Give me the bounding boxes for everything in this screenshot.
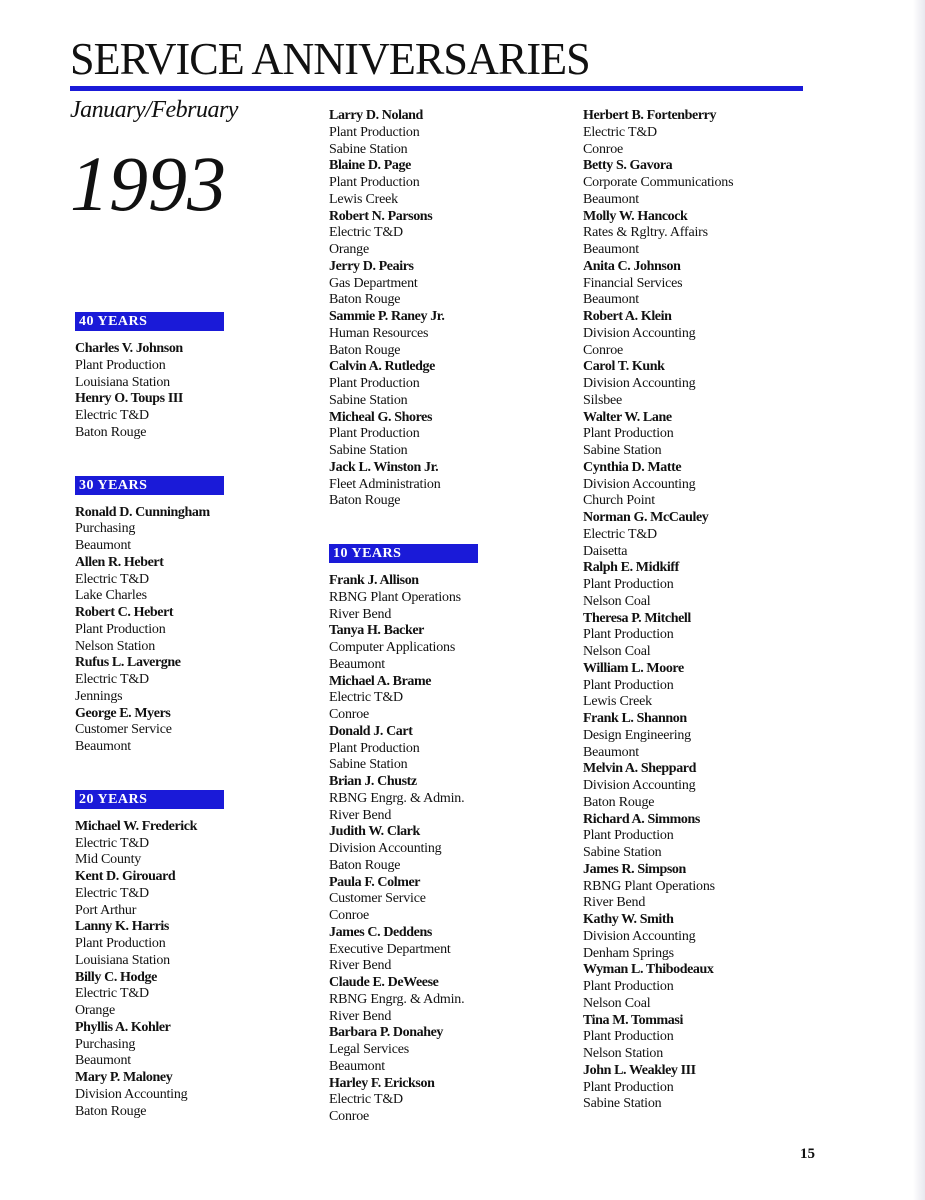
employee-department: Corporate Communications <box>583 175 734 190</box>
employee-location: Sabine Station <box>583 845 662 860</box>
employee-department: Division Accounting <box>583 376 696 391</box>
list-item <box>75 919 295 969</box>
employee-location: Sabine Station <box>583 1096 662 1112</box>
employee-location: Beaumont <box>75 538 131 553</box>
employee-location: Lewis Creek <box>583 694 652 710</box>
employee-department: Plant Production <box>329 175 420 190</box>
employee-location: Conroe <box>329 908 370 923</box>
employee-department: Computer Applications <box>329 640 456 655</box>
list-item <box>329 158 559 208</box>
employee-department: Plant Production <box>583 1079 674 1095</box>
employee-name: Frank J. Allison <box>329 573 419 588</box>
employee-department: Legal Services <box>329 1042 409 1057</box>
employee-department: RBNG Plant Operations <box>329 589 461 605</box>
employee-department: Financial Services <box>583 275 683 291</box>
employee-location: Daisetta <box>583 543 628 559</box>
employee-location: River Bend <box>329 1008 392 1024</box>
list-item <box>329 674 559 724</box>
employee-name: Kent D. Girouard <box>75 869 176 884</box>
employee-location: Lewis Creek <box>329 191 398 207</box>
employee-name: George E. Myers <box>75 705 171 721</box>
employee-department: Electric T&D <box>583 124 657 140</box>
employee-location: Baton Rouge <box>75 1103 147 1119</box>
list-item <box>583 1063 823 1113</box>
employee-name: Judith W. Clark <box>329 824 420 840</box>
employee-department: Electric T&D <box>75 408 149 423</box>
list-item <box>329 108 559 158</box>
list-item <box>329 209 559 259</box>
page-edge <box>913 0 925 1200</box>
employee-name: Ralph E. Midkiff <box>583 560 679 576</box>
employee-location: Beaumont <box>583 242 639 257</box>
list-item <box>583 711 823 761</box>
list-item <box>75 1070 295 1120</box>
employee-name: Rufus L. Lavergne <box>75 655 181 671</box>
list-item <box>329 724 559 774</box>
employee-department: Plant Production <box>75 621 166 637</box>
employee-location: Port Arthur <box>75 902 137 918</box>
column-2 <box>329 108 559 1160</box>
employee-location: Jennings <box>75 688 123 704</box>
employee-name: Tina M. Tommasi <box>583 1012 683 1028</box>
employee-name: James R. Simpson <box>583 861 686 877</box>
employee-name: John L. Weakley III <box>583 1062 696 1078</box>
list-item <box>75 605 295 655</box>
employee-name: Richard A. Simmons <box>583 811 700 827</box>
list-item <box>583 259 823 309</box>
employee-location: Beaumont <box>329 656 385 672</box>
employee-name: Walter W. Lane <box>583 409 672 425</box>
list-item <box>583 862 823 912</box>
employee-name: James C. Deddens <box>329 924 432 940</box>
list-item <box>75 391 295 441</box>
employee-name: Jack L. Winston Jr. <box>329 459 439 475</box>
employee-name: Michael A. Brame <box>329 673 432 689</box>
employee-department: Human Resources <box>329 325 429 341</box>
list-item <box>583 761 823 811</box>
employee-location: Orange <box>329 242 370 257</box>
list-item <box>583 209 823 259</box>
employee-department: Design Engineering <box>583 727 691 743</box>
employee-department: Executive Department <box>329 941 451 957</box>
employee-location: Nelson Coal <box>583 593 651 609</box>
list-item <box>583 460 823 510</box>
list-item <box>75 341 295 391</box>
employee-location: Beaumont <box>75 1053 131 1069</box>
list-item <box>583 309 823 359</box>
employee-name: Melvin A. Sheppard <box>583 761 696 777</box>
employee-name: Blaine D. Page <box>329 158 411 174</box>
year-heading: 1993 <box>70 140 226 227</box>
employee-location: Conroe <box>329 1109 370 1124</box>
employee-location: Baton Rouge <box>583 794 655 810</box>
list-item <box>329 259 559 309</box>
list-item <box>329 1025 559 1075</box>
employee-department: Plant Production <box>329 740 420 756</box>
employee-name: Carol T. Kunk <box>583 359 665 375</box>
employee-location: Beaumont <box>583 292 639 308</box>
list-item <box>75 555 295 605</box>
employee-name: Phyllis A. Kohler <box>75 1019 171 1035</box>
employee-name: Sammie P. Raney Jr. <box>329 309 445 324</box>
title-rule <box>70 86 803 91</box>
employee-location: Lake Charles <box>75 588 147 604</box>
employee-department: Electric T&D <box>75 885 149 901</box>
employee-department: Plant Production <box>75 936 166 951</box>
employee-department: Plant Production <box>583 426 674 442</box>
employee-location: Sabine Station <box>583 443 662 458</box>
anniversary-group <box>75 790 295 1121</box>
years-badge: 10 YEARS <box>329 544 478 563</box>
employee-department: Electric T&D <box>329 1092 403 1108</box>
employee-name: Frank L. Shannon <box>583 711 687 726</box>
employee-department: Plant Production <box>583 577 674 592</box>
list-item <box>329 460 559 510</box>
page-subtitle: January/February <box>70 97 238 123</box>
employee-location: Conroe <box>583 342 624 358</box>
employee-name: Claude E. DeWeese <box>329 975 439 990</box>
list-item <box>583 560 823 610</box>
list-item <box>329 975 559 1025</box>
page-number: 15 <box>800 1146 815 1162</box>
employee-department: Electric T&D <box>329 225 403 241</box>
employee-name: Calvin A. Rutledge <box>329 359 435 375</box>
employee-department: Rates & Rgltry. Affairs <box>583 225 708 241</box>
employee-name: Lanny K. Harris <box>75 919 169 935</box>
employee-department: Electric T&D <box>75 672 149 687</box>
employee-location: Nelson Station <box>75 638 156 654</box>
anniversary-group <box>75 476 295 756</box>
employee-department: RBNG Engrg. & Admin. <box>329 790 465 806</box>
list-item <box>583 410 823 460</box>
list-item <box>75 706 295 756</box>
employee-location: Silsbee <box>583 392 623 408</box>
employee-department: Plant Production <box>583 1029 674 1045</box>
list-item <box>583 158 823 208</box>
list-item <box>583 108 823 158</box>
years-badge: 20 YEARS <box>75 790 224 809</box>
employee-name: Allen R. Hebert <box>75 554 164 570</box>
employee-name: William L. Moore <box>583 660 684 676</box>
employee-name: Charles V. Johnson <box>75 341 183 356</box>
column-3 <box>583 108 823 1147</box>
list-item <box>583 611 823 661</box>
list-item <box>583 962 823 1012</box>
employee-department: Division Accounting <box>583 928 696 944</box>
list-item <box>329 774 559 824</box>
employee-name: Harley F. Erickson <box>329 1075 435 1091</box>
employee-department: Plant Production <box>329 426 420 442</box>
employee-location: Beaumont <box>583 191 639 207</box>
list-item <box>329 824 559 874</box>
employee-name: Anita C. Johnson <box>583 258 681 274</box>
employee-location: Conroe <box>583 141 624 157</box>
employee-department: Customer Service <box>329 891 426 907</box>
employee-name: Robert A. Klein <box>583 309 672 324</box>
employee-department: Electric T&D <box>75 571 149 587</box>
list-item <box>75 819 295 869</box>
list-item <box>329 309 559 359</box>
employee-name: Donald J. Cart <box>329 723 413 739</box>
employee-department: Division Accounting <box>583 778 696 793</box>
employee-location: Beaumont <box>329 1058 385 1074</box>
employee-location: Sabine Station <box>329 443 408 458</box>
employee-name: Betty S. Gavora <box>583 158 673 174</box>
employee-department: Division Accounting <box>75 1086 188 1102</box>
employee-department: Electric T&D <box>75 986 149 1002</box>
employee-department: Plant Production <box>583 627 674 643</box>
employee-location: River Bend <box>329 606 392 622</box>
list-item <box>583 912 823 962</box>
page-title: SERVICE ANNIVERSARIES <box>70 33 590 84</box>
employee-location: Conroe <box>329 707 370 722</box>
list-item <box>583 1013 823 1063</box>
employee-department: Division Accounting <box>329 841 442 856</box>
employee-department: Customer Service <box>75 722 172 738</box>
list-item <box>329 925 559 975</box>
employee-department: Electric T&D <box>329 690 403 706</box>
employee-name: Robert N. Parsons <box>329 208 433 224</box>
column-1 <box>75 312 295 1154</box>
employee-location: Baton Rouge <box>75 424 147 440</box>
employee-location: Sabine Station <box>329 141 408 157</box>
employee-name: Cynthia D. Matte <box>583 459 682 475</box>
employee-name: Barbara P. Donahey <box>329 1025 444 1041</box>
employee-location: Baton Rouge <box>329 493 401 509</box>
employee-department: Plant Production <box>583 828 674 844</box>
anniversary-group <box>583 108 823 1113</box>
employee-location: River Bend <box>583 895 646 911</box>
list-item <box>329 875 559 925</box>
list-item <box>329 573 559 623</box>
employee-location: River Bend <box>329 807 392 823</box>
employee-location: Nelson Station <box>583 1046 664 1061</box>
employee-name: Herbert B. Fortenberry <box>583 108 717 123</box>
employee-department: Plant Production <box>75 357 166 373</box>
employee-location: Sabine Station <box>329 392 408 408</box>
list-item <box>583 661 823 711</box>
employee-department: Division Accounting <box>583 325 696 341</box>
employee-department: Plant Production <box>583 677 674 693</box>
employee-location: Baton Rouge <box>329 857 401 873</box>
employee-name: Brian J. Chustz <box>329 774 417 789</box>
list-item <box>329 623 559 673</box>
employee-department: Fleet Administration <box>329 476 441 492</box>
employee-name: Theresa P. Mitchell <box>583 610 691 626</box>
list-item <box>75 869 295 919</box>
list-item <box>75 1020 295 1070</box>
employee-name: Billy C. Hodge <box>75 969 157 985</box>
employee-location: Beaumont <box>75 739 131 754</box>
employee-location: Louisiana Station <box>75 952 170 968</box>
employee-name: Mary P. Maloney <box>75 1070 173 1085</box>
employee-location: Mid County <box>75 852 142 868</box>
list-item <box>329 359 559 409</box>
employee-department: Plant Production <box>329 376 420 391</box>
employee-name: Micheal G. Shores <box>329 409 432 425</box>
employee-name: Tanya H. Backer <box>329 623 424 639</box>
employee-location: Sabine Station <box>329 757 408 773</box>
employee-location: River Bend <box>329 958 392 974</box>
employee-name: Jerry D. Peairs <box>329 258 414 274</box>
employee-department: Division Accounting <box>583 476 696 492</box>
list-item <box>583 812 823 862</box>
employee-location: Nelson Coal <box>583 995 651 1011</box>
list-item <box>329 1076 559 1126</box>
employee-department: RBNG Plant Operations <box>583 878 715 894</box>
list-item <box>329 410 559 460</box>
employee-department: Plant Production <box>583 979 674 994</box>
employee-name: Norman G. McCauley <box>583 510 709 525</box>
employee-department: Electric T&D <box>583 526 657 542</box>
employee-name: Paula F. Colmer <box>329 874 421 890</box>
employee-name: Ronald D. Cunningham <box>75 504 210 520</box>
years-badge: 30 YEARS <box>75 476 224 495</box>
employee-name: Robert C. Hebert <box>75 605 174 620</box>
years-badge: 40 YEARS <box>75 312 224 331</box>
employee-location: Church Point <box>583 493 655 509</box>
list-item <box>75 970 295 1020</box>
employee-location: Beaumont <box>583 744 639 760</box>
list-item <box>583 510 823 560</box>
employee-name: Kathy W. Smith <box>583 912 674 927</box>
employee-department: Plant Production <box>329 124 420 140</box>
employee-department: Purchasing <box>75 1036 136 1052</box>
employee-name: Wyman L. Thibodeaux <box>583 962 714 978</box>
employee-department: Gas Department <box>329 275 418 291</box>
list-item <box>583 359 823 409</box>
employee-location: Orange <box>75 1003 116 1018</box>
employee-name: Molly W. Hancock <box>583 208 688 224</box>
employee-department: Electric T&D <box>75 835 149 851</box>
employee-location: Baton Rouge <box>329 342 401 358</box>
employee-name: Michael W. Frederick <box>75 818 197 834</box>
anniversary-group <box>75 312 295 442</box>
employee-location: Denham Springs <box>583 945 674 961</box>
list-item <box>75 505 295 555</box>
employee-department: Purchasing <box>75 521 136 537</box>
employee-name: Henry O. Toups III <box>75 391 183 407</box>
anniversary-group <box>329 108 559 510</box>
anniversary-group <box>329 544 559 1126</box>
list-item <box>75 655 295 705</box>
employee-location: Baton Rouge <box>329 292 401 308</box>
employee-location: Louisiana Station <box>75 374 170 390</box>
employee-name: Larry D. Noland <box>329 108 423 123</box>
employee-location: Nelson Coal <box>583 644 651 659</box>
employee-department: RBNG Engrg. & Admin. <box>329 991 465 1007</box>
